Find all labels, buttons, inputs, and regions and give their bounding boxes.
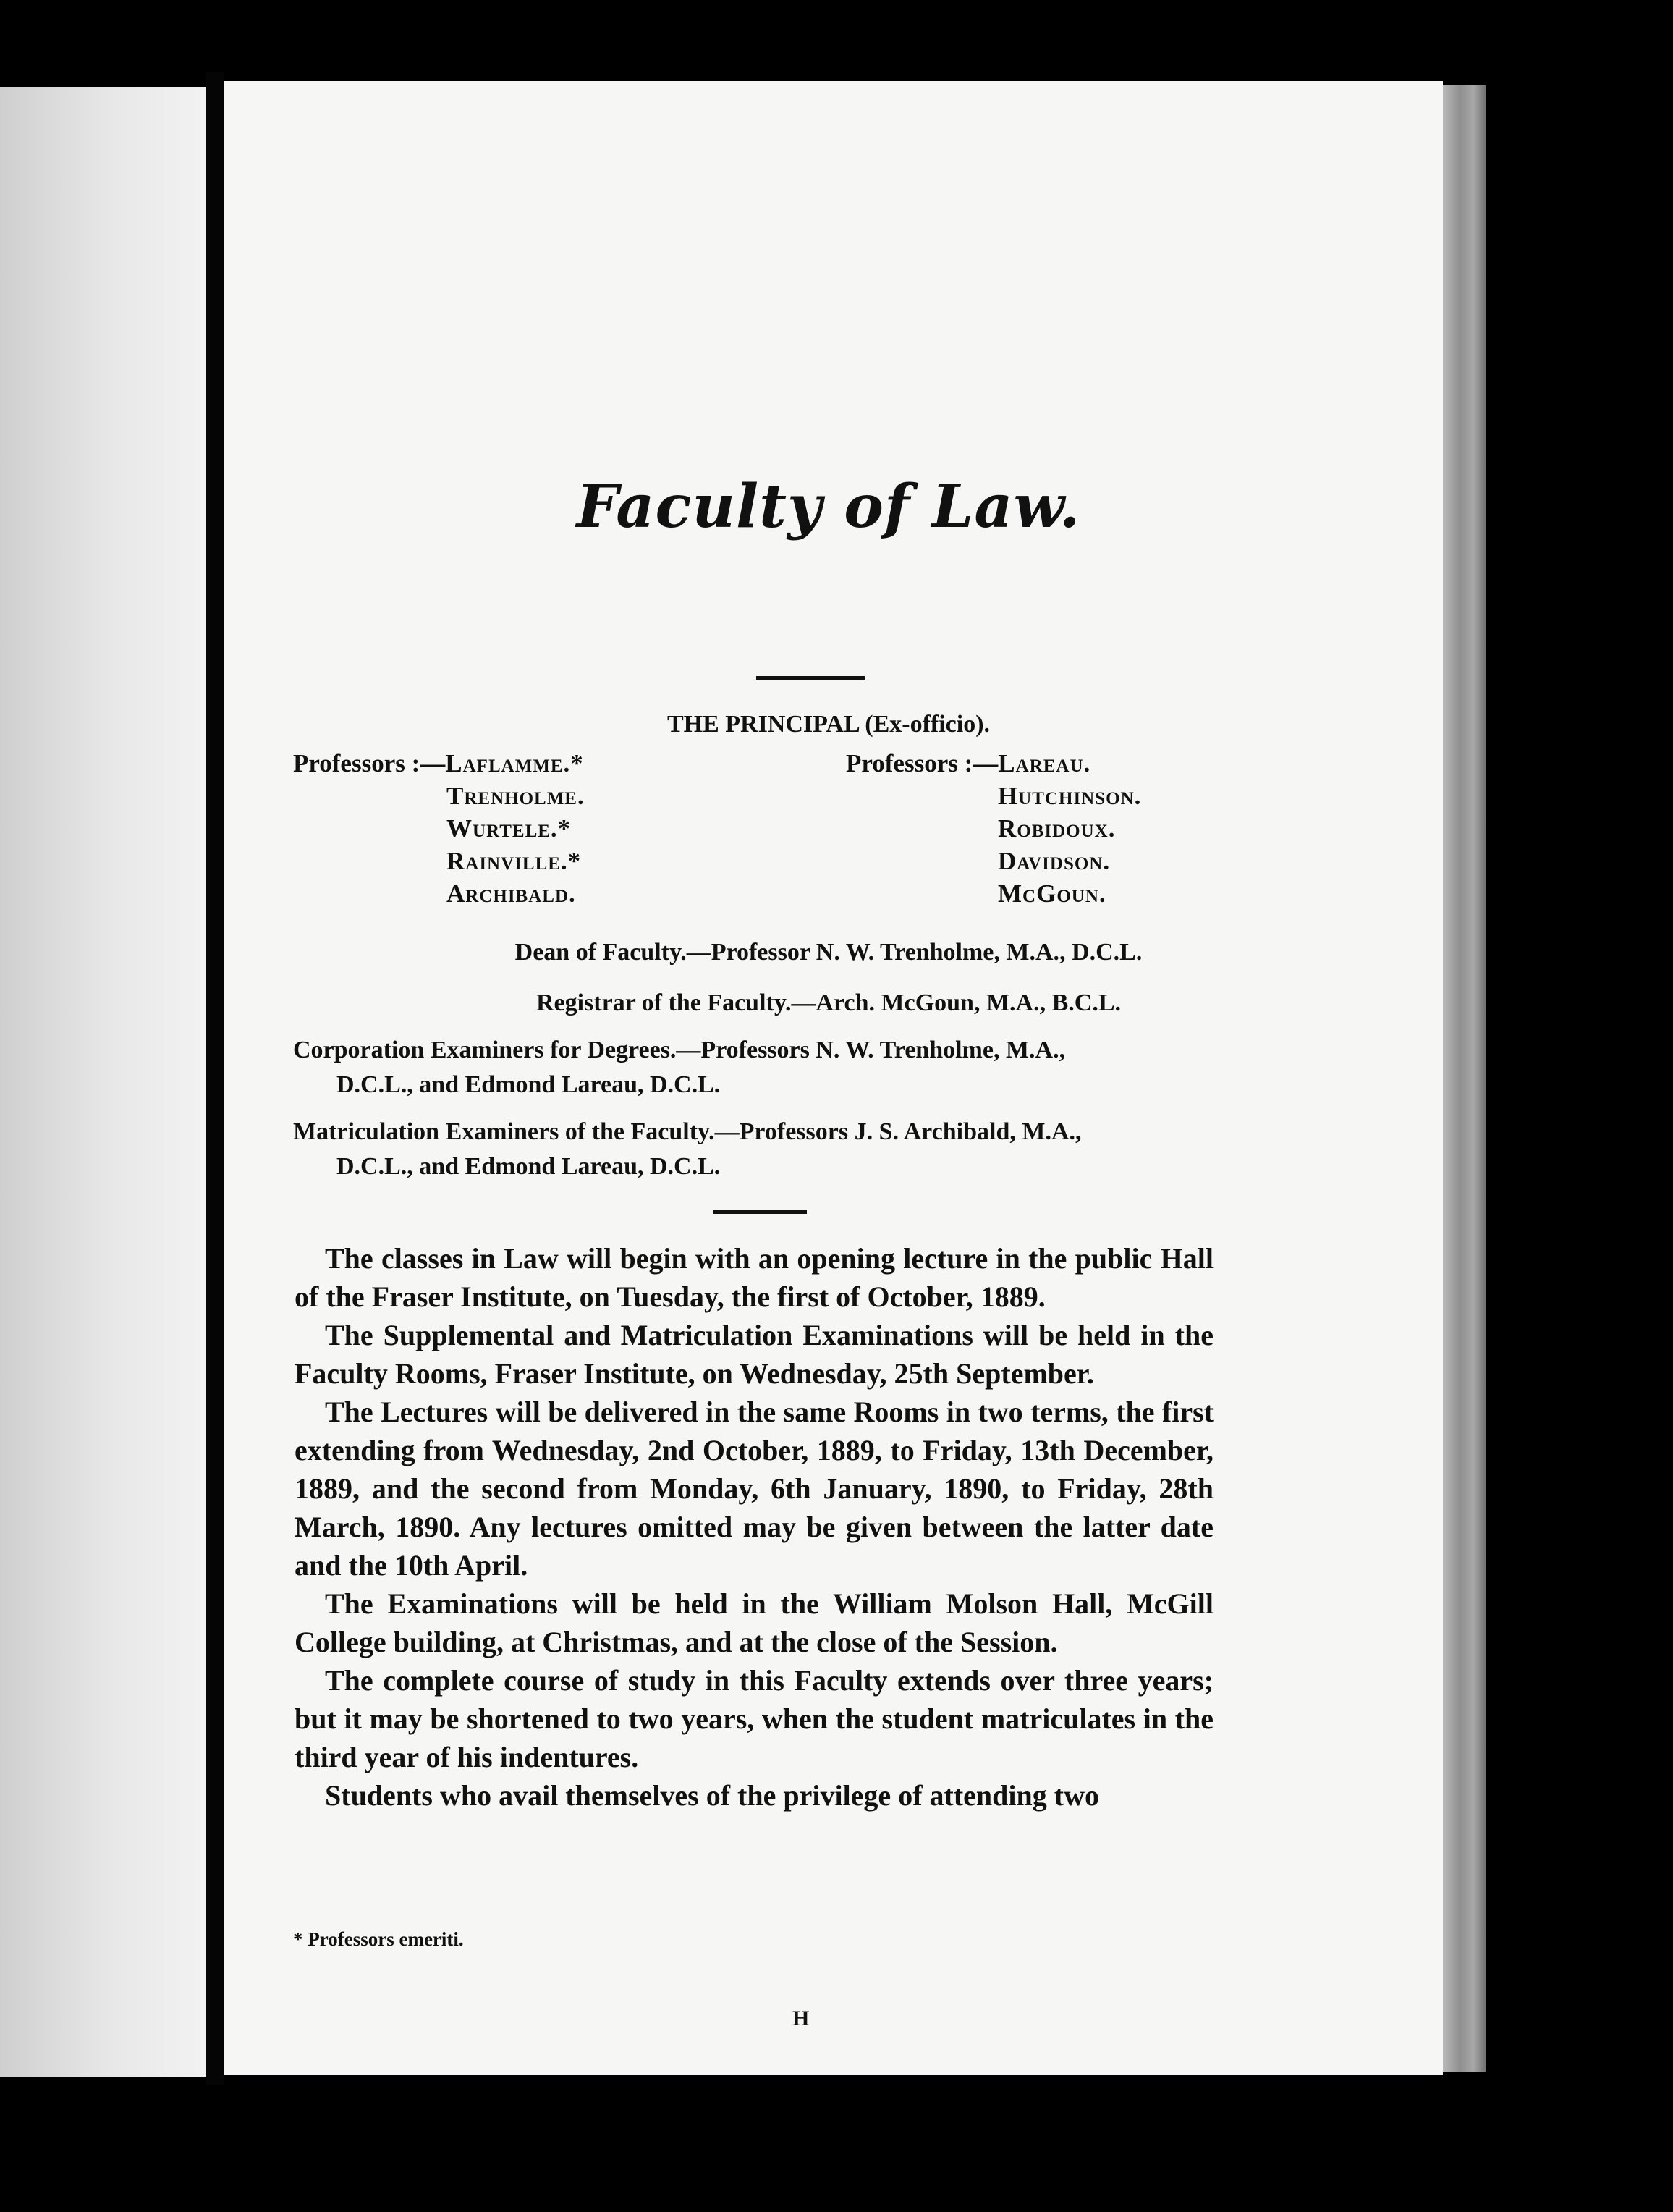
corporation-examiners: [293, 1033, 1364, 1102]
page-stack-edge: [1443, 85, 1486, 2072]
matriculation-examiners-line2: D.C.L., and Edmond Lareau, D.C.L.: [336, 1153, 721, 1180]
section-rule: [713, 1210, 807, 1214]
corporation-examiners-line1: Corporation Examiners for Degrees.—Professors N. W. Trenholme, M.A.,: [293, 1037, 1066, 1063]
professor-name: Rainville.*: [446, 847, 582, 875]
corporation-examiners-line2: D.C.L., and Edmond Lareau, D.C.L.: [336, 1071, 721, 1098]
matriculation-examiners: [293, 1115, 1364, 1184]
paragraph: The Lectures will be delivered in the same Rooms in two terms, the first extending from Wednesday, 2nd October, 1889, to Friday, 13th December, 1889, and the second from Monday, 6th January, 1890, to Friday, 28th March, 1890. Any lectures omitted may be given between the latter date and the 10th April.: [295, 1396, 1214, 1582]
footnote: * Professors emeriti.: [293, 1928, 464, 1950]
title-rule: [756, 676, 865, 680]
signature-mark: H: [792, 2006, 810, 2030]
professor-name: Archibald.: [446, 879, 576, 908]
registrar-line: Registrar of the Faculty.—Arch. McGoun, M.A., B.C.L.: [535, 989, 1122, 1016]
professors-left-list: [293, 747, 585, 910]
principal-line: THE PRINCIPAL (Ex-officio).: [666, 711, 991, 738]
document-page: [224, 81, 1443, 2075]
dean-line: Dean of Faculty.—Professor N. W. Trenholme, M.A., D.C.L.: [514, 939, 1143, 966]
professor-name: Davidson.: [998, 847, 1111, 875]
professor-name: McGoun.: [998, 879, 1106, 908]
professors-right-list: [846, 747, 1141, 910]
facing-page-edge: [0, 87, 206, 2077]
professor-name: Laflamme.*: [445, 749, 584, 777]
professors-left-label: Professors :—: [293, 749, 446, 777]
paragraph: The classes in Law will begin with an opening lecture in the public Hall of the Fraser Institute, on Tuesday, the first of October, 1889.: [295, 1242, 1214, 1313]
paragraph: The complete course of study in this Faculty extends over three years; but it may be shortened to two years, when the student matriculates in the third year of his indentures.: [295, 1664, 1214, 1773]
professor-name: Wurtele.*: [446, 814, 572, 843]
body-text: [295, 1239, 1214, 1815]
book-gutter: [206, 72, 224, 2085]
paragraph: The Examinations will be held in the William Molson Hall, McGill College building, at Christmas, and at the close of the Session.: [295, 1587, 1214, 1658]
professor-name: Robidoux.: [998, 814, 1116, 843]
professor-name: Trenholme.: [446, 782, 585, 810]
professor-name: Hutchinson.: [998, 782, 1142, 810]
matriculation-examiners-line1: Matriculation Examiners of the Faculty.—Professors J. S. Archibald, M.A.,: [293, 1118, 1082, 1145]
page-title: Faculty of Law.: [576, 472, 1081, 541]
paragraph: The Supplemental and Matriculation Examinations will be held in the Faculty Rooms, Fraser Institute, on Wednesday, 25th September.: [295, 1319, 1214, 1390]
professors-right-label: Professors :—: [846, 749, 999, 777]
professor-name: Lareau.: [998, 749, 1091, 777]
paragraph: Students who avail themselves of the privilege of attending two: [325, 1779, 1099, 1812]
